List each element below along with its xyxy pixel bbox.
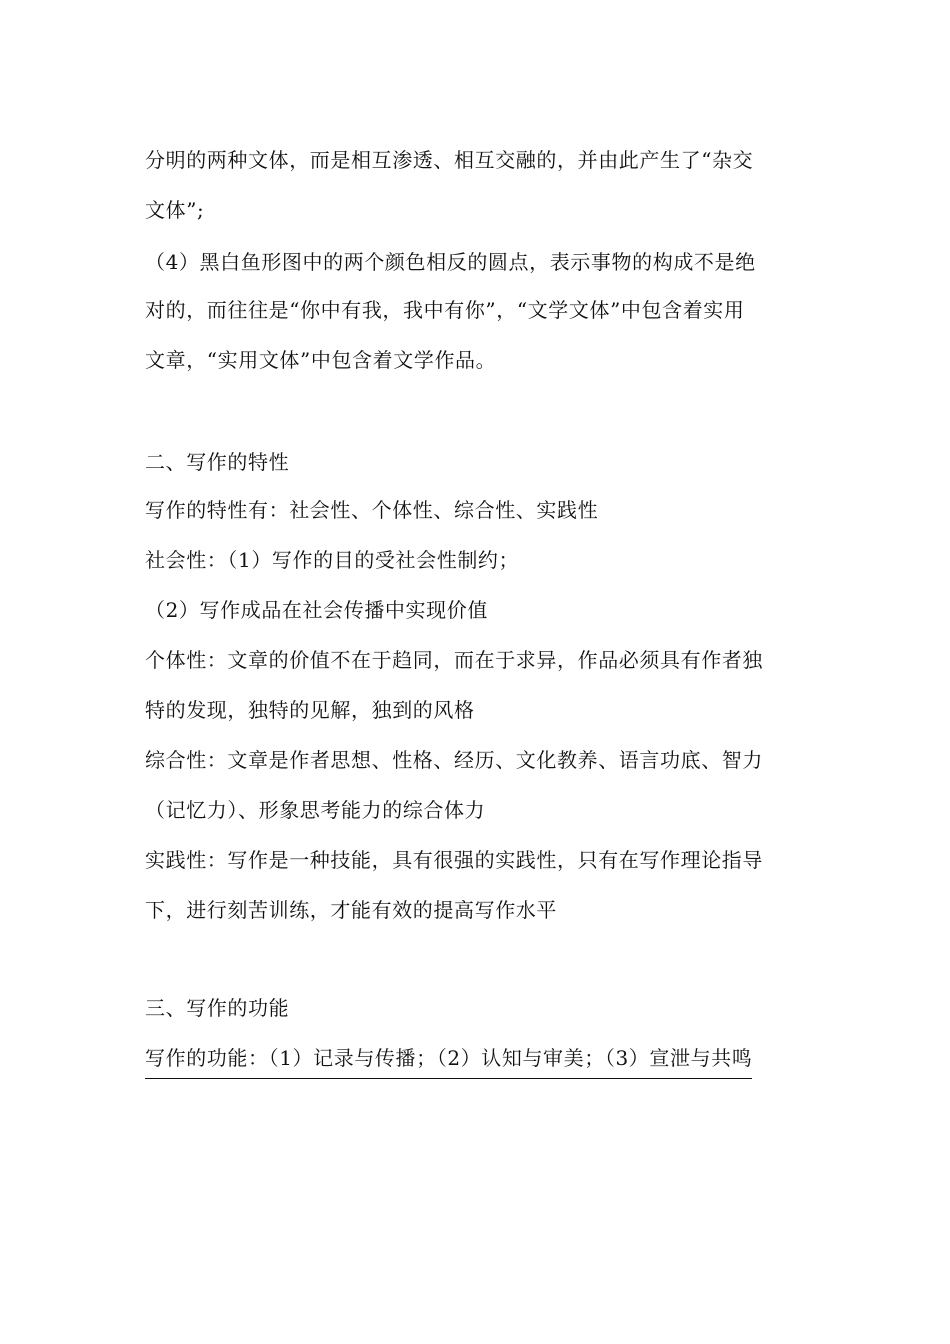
paragraph-line: 社会性：（1）写作的目的受社会性制约； — [145, 548, 520, 572]
paragraph-line: （2）写作成品在社会传播中实现价值 — [145, 598, 488, 622]
section-heading: 三、写作的功能 — [145, 996, 290, 1020]
section-heading: 二、写作的特性 — [145, 450, 290, 474]
functions-line-wrapper — [145, 1044, 825, 1079]
paragraph-line: 个体性：文章的价值不在于趋同，而在于求异，作品必须具有作者独 — [145, 648, 763, 672]
paragraph-line: 文体”; — [145, 198, 205, 222]
paragraph-line: 特的发现，独特的见解，独到的风格 — [145, 698, 475, 722]
paragraph-line: 分明的两种文体，而是相互渗透、相互交融的，并由此产生了“杂交 — [145, 148, 754, 172]
paragraph-line: 文章，“实用文体”中包含着文学作品。 — [145, 348, 497, 372]
paragraph-line: 综合性：文章是作者思想、性格、经历、文化教养、语言功底、智力 — [145, 748, 763, 772]
paragraph-line: （4）黑白鱼形图中的两个颜色相反的圆点，表示事物的构成不是绝 — [145, 250, 756, 274]
functions-line: 写作的功能：（1）记录与传播；（2）认知与审美；（3）宣泄与共鸣 — [145, 1044, 752, 1079]
paragraph-line: （记忆力）、形象思考能力的综合体力 — [145, 798, 486, 822]
paragraph-line: 对的，而往往是“你中有我，我中有你”，“文学文体”中包含着实用 — [145, 298, 745, 322]
paragraph-line: 实践性：写作是一种技能，具有很强的实践性，只有在写作理论指导 — [145, 848, 763, 872]
paragraph-line: 下，进行刻苦训练，才能有效的提高写作水平 — [145, 898, 557, 922]
paragraph-line: 写作的特性有：社会性、个体性、综合性、实践性 — [145, 498, 599, 522]
